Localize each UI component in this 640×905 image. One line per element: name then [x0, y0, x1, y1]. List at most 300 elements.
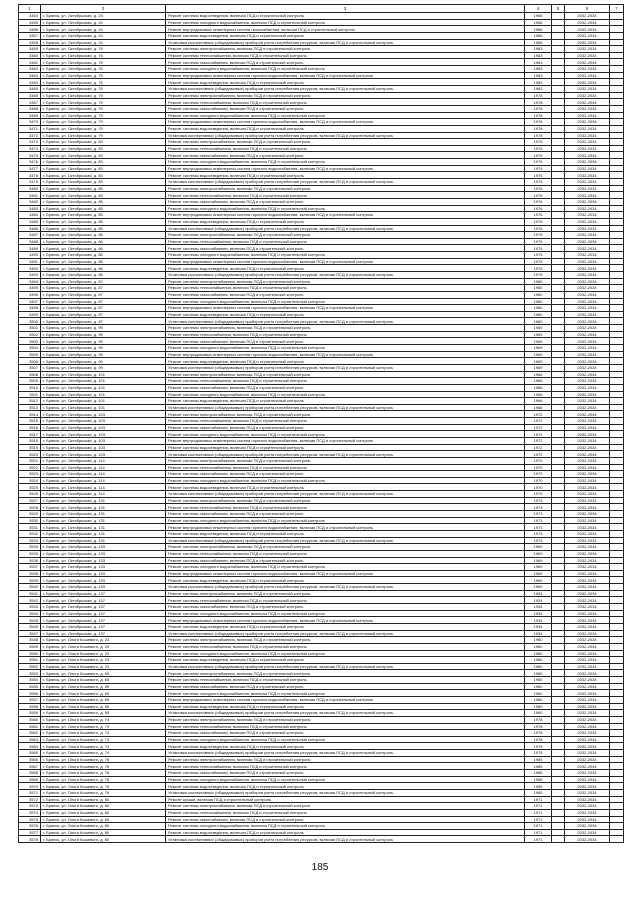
row-col5	[552, 557, 565, 564]
row-col7	[610, 218, 624, 225]
table-row	[19, 391, 624, 398]
row-work-type: Установка коллективных (общедомовых) приборов учета потребления ресурсов, включая ПСД и строительный контроль	[166, 179, 525, 186]
row-address: г. Брянск, ул. Октябрьская, д. 83	[41, 172, 166, 179]
row-col5	[552, 105, 565, 112]
row-col7	[610, 404, 624, 411]
row-number: 3467	[19, 99, 41, 106]
row-year: 1976	[525, 225, 552, 232]
row-number: 3574	[19, 809, 41, 816]
row-work-type: Ремонт системы холодного водоснабжения, включая ПСД и строительный контроль	[166, 431, 525, 438]
row-col7	[610, 803, 624, 810]
row-number: 3528	[19, 504, 41, 511]
row-col7	[610, 325, 624, 332]
row-work-type: Ремонт системы водоотведения, включая ПСД и строительный контроль	[166, 125, 525, 132]
row-col5	[552, 325, 565, 332]
row-period: 2032-2034	[565, 132, 610, 139]
row-col7	[610, 185, 624, 192]
row-col7	[610, 66, 624, 73]
row-number: 3497	[19, 298, 41, 305]
row-address: г. Брянск, ул. Ольги Кошевого, д. 65	[41, 670, 166, 677]
row-col7	[610, 172, 624, 179]
row-col5	[552, 338, 565, 345]
row-col5	[552, 13, 565, 20]
row-year: 1934	[525, 623, 552, 630]
table-row	[19, 19, 624, 26]
row-work-type: Ремонт системы газоснабжения, включая ПСД и строительный контроль	[166, 557, 525, 564]
table-row	[19, 112, 624, 119]
row-work-type: Ремонт системы водоотведения, включая ПСД и строительный контроль	[166, 657, 525, 664]
row-number: 3493	[19, 271, 41, 278]
row-number: 3510	[19, 384, 41, 391]
row-period: 2032-2034	[565, 378, 610, 385]
row-number: 3496	[19, 291, 41, 298]
row-number: 3513	[19, 404, 41, 411]
row-col5	[552, 119, 565, 126]
row-col5	[552, 205, 565, 212]
row-col7	[610, 364, 624, 371]
table-row	[19, 338, 624, 345]
table-row	[19, 238, 624, 245]
row-col7	[610, 52, 624, 59]
row-col5	[552, 803, 565, 810]
row-number: 3525	[19, 484, 41, 491]
row-col7	[610, 125, 624, 132]
table-row	[19, 537, 624, 544]
row-col7	[610, 517, 624, 524]
row-work-type: Ремонт внутридомовых инженерных систем горячего водоснабжения, включая ПСД и строительный контроль	[166, 305, 525, 312]
row-number: 3551	[19, 657, 41, 664]
row-work-type: Ремонт внутридомовых инженерных систем горячего водоснабжения, включая ПСД и строительный контроль	[166, 438, 525, 445]
row-period: 2032-2034	[565, 610, 610, 617]
row-col7	[610, 823, 624, 830]
row-col7	[610, 650, 624, 657]
row-number: 3511	[19, 391, 41, 398]
row-col7	[610, 610, 624, 617]
row-address: г. Брянск, ул. Октябрьская, д. 103	[41, 418, 166, 425]
row-work-type: Ремонт системы электроснабжения, включая ПСД и строительный контроль	[166, 411, 525, 418]
table-row	[19, 298, 624, 305]
row-col5	[552, 550, 565, 557]
row-year: 1970	[525, 464, 552, 471]
row-work-type: Ремонт внутридомовых инженерных систем горячего водоснабжения, включая ПСД и строительный контроль	[166, 570, 525, 577]
table-row	[19, 384, 624, 391]
table-row	[19, 471, 624, 478]
row-period: 2032-2034	[565, 305, 610, 312]
row-col5	[552, 690, 565, 697]
row-col5	[552, 723, 565, 730]
row-col5	[552, 265, 565, 272]
row-col7	[610, 723, 624, 730]
row-period: 2032-2034	[565, 477, 610, 484]
row-col7	[610, 550, 624, 557]
table-row	[19, 796, 624, 803]
row-year: 1976	[525, 198, 552, 205]
row-col5	[552, 364, 565, 371]
row-address: г. Брянск, ул. Ольги Кошевого, д. 74	[41, 743, 166, 750]
row-address: г. Брянск, ул. Октябрьская, д. 137	[41, 623, 166, 630]
row-address: г. Брянск, ул. Ольги Кошевого, д. 74	[41, 750, 166, 757]
row-number: 3514	[19, 411, 41, 418]
row-period: 2032-2034	[565, 570, 610, 577]
row-col7	[610, 604, 624, 611]
row-work-type: Ремонт системы холодного водоснабжения, включая ПСД и строительный контроль	[166, 736, 525, 743]
row-col7	[610, 484, 624, 491]
row-period: 2032-2034	[565, 86, 610, 93]
row-col5	[552, 132, 565, 139]
row-col7	[610, 398, 624, 405]
row-year: 1980	[525, 690, 552, 697]
row-address: г. Брянск, ул. Ольги Кошевого, д. 76	[41, 770, 166, 777]
table-row	[19, 404, 624, 411]
row-period: 2032-2034	[565, 783, 610, 790]
row-year: 1971	[525, 823, 552, 830]
row-col7	[610, 418, 624, 425]
row-number: 3555	[19, 683, 41, 690]
row-year: 1976	[525, 205, 552, 212]
row-col5	[552, 710, 565, 717]
row-col7	[610, 544, 624, 551]
row-work-type: Ремонт системы теплоснабжения, включая ПСД и строительный контроль	[166, 52, 525, 59]
table-row	[19, 205, 624, 212]
row-address: г. Брянск, ул. Ольги Кошевого, д. 65	[41, 696, 166, 703]
row-col5	[552, 829, 565, 836]
row-col5	[552, 371, 565, 378]
table-row	[19, 285, 624, 292]
row-col5	[552, 404, 565, 411]
row-number: 3561	[19, 723, 41, 730]
row-period: 2032-2034	[565, 298, 610, 305]
table-row	[19, 159, 624, 166]
row-year: 1978	[525, 99, 552, 106]
row-work-type: Ремонт системы водоотведения, включая ПСД и строительный контроль	[166, 358, 525, 365]
row-year: 1978	[525, 112, 552, 119]
row-period: 2032-2034	[565, 218, 610, 225]
row-number: 3530	[19, 517, 41, 524]
row-number: 3523	[19, 471, 41, 478]
row-col5	[552, 457, 565, 464]
row-col5	[552, 750, 565, 757]
row-period: 2032-2034	[565, 756, 610, 763]
row-col5	[552, 378, 565, 385]
row-work-type: Ремонт системы водоотведения, включая ПСД и строительный контроль	[166, 398, 525, 405]
row-period: 2032-2034	[565, 623, 610, 630]
row-number: 3518	[19, 438, 41, 445]
row-year: 1973	[525, 511, 552, 518]
col-header-5: 5	[552, 5, 565, 13]
row-period: 2032-2034	[565, 524, 610, 531]
row-work-type: Ремонт системы холодного водоснабжения, включая ПСД и строительный контроль	[166, 391, 525, 398]
row-number: 3573	[19, 803, 41, 810]
row-work-type: Ремонт системы электроснабжения, включая ПСД и строительный контроль	[166, 756, 525, 763]
row-col5	[552, 743, 565, 750]
row-period: 2032-2034	[565, 803, 610, 810]
row-address: г. Брянск, ул. Октябрьская, д. 76	[41, 59, 166, 66]
row-address: г. Брянск, ул. Октябрьская, д. 114	[41, 471, 166, 478]
row-col7	[610, 59, 624, 66]
table-row	[19, 444, 624, 451]
row-year: 1969	[525, 544, 552, 551]
row-year: 1978	[525, 119, 552, 126]
row-col5	[552, 770, 565, 777]
row-col7	[610, 72, 624, 79]
row-period: 2032-2034	[565, 823, 610, 830]
row-number: 3576	[19, 823, 41, 830]
row-col5	[552, 291, 565, 298]
row-period: 2032-2034	[565, 172, 610, 179]
row-col7	[610, 530, 624, 537]
row-col5	[552, 26, 565, 33]
table-row	[19, 271, 624, 278]
row-work-type: Установка коллективных (общедомовых) приборов учета потребления ресурсов, включая ПСД и строительный контроль	[166, 584, 525, 591]
row-year: 1966	[525, 32, 552, 39]
row-period: 2032-2034	[565, 245, 610, 252]
row-col7	[610, 345, 624, 352]
row-number: 3578	[19, 836, 41, 843]
row-col7	[610, 99, 624, 106]
row-period: 2032-2034	[565, 331, 610, 338]
row-address: г. Брянск, ул. Октябрьская, д. 85	[41, 218, 166, 225]
row-col7	[610, 205, 624, 212]
row-address: г. Брянск, ул. Октябрьская, д. 114	[41, 484, 166, 491]
row-period: 2032-2034	[565, 278, 610, 285]
table-row	[19, 564, 624, 571]
row-year: 1983	[525, 52, 552, 59]
row-address: г. Брянск, ул. Ольги Кошевого, д. 65	[41, 710, 166, 717]
row-work-type: Ремонт системы теплоснабжения, включая ПСД и строительный контроль	[166, 464, 525, 471]
table-row	[19, 318, 624, 325]
row-period: 2032-2034	[565, 384, 610, 391]
table-row	[19, 511, 624, 518]
row-year: 1976	[525, 185, 552, 192]
row-col5	[552, 212, 565, 219]
row-period: 2032-2034	[565, 179, 610, 186]
row-col5	[552, 179, 565, 186]
row-address: г. Брянск, ул. Октябрьская, д. 79	[41, 125, 166, 132]
row-year: 1966	[525, 398, 552, 405]
table-row	[19, 736, 624, 743]
row-col7	[610, 796, 624, 803]
row-period: 2032-2034	[565, 238, 610, 245]
row-col7	[610, 311, 624, 318]
row-address: г. Брянск, ул. Октябрьская, д. 103	[41, 431, 166, 438]
row-period: 2032-2034	[565, 59, 610, 66]
row-address: г. Брянск, ул. Октябрьская, д. 99	[41, 345, 166, 352]
row-work-type: Ремонт системы теплоснабжения, включая ПСД и строительный контроль	[166, 285, 525, 292]
row-year: 1975	[525, 159, 552, 166]
row-work-type: Ремонт системы электроснабжения, включая ПСД и строительный контроль	[166, 590, 525, 597]
row-number: 3556	[19, 690, 41, 697]
row-col7	[610, 232, 624, 239]
row-year: 1985	[525, 783, 552, 790]
row-year: 1980	[525, 298, 552, 305]
row-col7	[610, 119, 624, 126]
row-col7	[610, 252, 624, 259]
row-address: г. Брянск, ул. Октябрьская, д. 99	[41, 351, 166, 358]
row-work-type: Ремонт системы газоснабжения, включая ПСД и строительный контроль	[166, 198, 525, 205]
row-col7	[610, 291, 624, 298]
row-address: г. Брянск, ул. Октябрьская, д. 85	[41, 212, 166, 219]
row-work-type: Ремонт системы электроснабжения, включая ПСД и строительный контроль	[166, 46, 525, 53]
row-work-type: Ремонт системы электроснабжения, включая ПСД и строительный контроль	[166, 497, 525, 504]
table-row	[19, 517, 624, 524]
row-year: 1975	[525, 238, 552, 245]
row-number: 3558	[19, 703, 41, 710]
row-period: 2032-2034	[565, 364, 610, 371]
row-year: 1980	[525, 285, 552, 292]
col-header-2: 2	[41, 5, 166, 13]
row-address: г. Брянск, ул. Октябрьская, д. 114	[41, 477, 166, 484]
row-address: г. Брянск, ул. Ольги Кошевого, д. 65	[41, 677, 166, 684]
row-work-type: Ремонт внутридомовых инженерных систем горячего водоснабжения, включая ПСД и строительный контроль	[166, 696, 525, 703]
row-number: 3537	[19, 564, 41, 571]
row-col7	[610, 763, 624, 770]
row-col7	[610, 411, 624, 418]
row-number: 3521	[19, 457, 41, 464]
row-period: 2032-2034	[565, 125, 610, 132]
row-period: 2032-2034	[565, 32, 610, 39]
row-number: 3512	[19, 398, 41, 405]
table-row	[19, 789, 624, 796]
row-work-type: Установка коллективных (общедомовых) приборов учета потребления ресурсов, включая ПСД и строительный контроль	[166, 491, 525, 498]
row-period: 2032-2034	[565, 464, 610, 471]
row-year: 1980	[525, 663, 552, 670]
row-address: г. Брянск, ул. Октябрьская, д. 87	[41, 291, 166, 298]
row-period: 2032-2034	[565, 657, 610, 664]
row-work-type: Ремонт внутридомовых инженерных систем горячего водоснабжения, включая ПСД и строительный контроль	[166, 72, 525, 79]
row-address: г. Брянск, ул. Октябрьская, д. 133	[41, 557, 166, 564]
row-number: 3531	[19, 524, 41, 531]
row-number: 3494	[19, 278, 41, 285]
row-col5	[552, 238, 565, 245]
table-row	[19, 59, 624, 66]
row-period: 2032-2034	[565, 285, 610, 292]
row-period: 2032-2034	[565, 185, 610, 192]
row-work-type: Ремонт системы электроснабжения, включая ПСД и строительный контроль	[166, 92, 525, 99]
row-address: г. Брянск, ул. Октябрьская, д. 114	[41, 491, 166, 498]
row-work-type: Установка коллективных (общедомовых) приборов учета потребления ресурсов, включая ПСД и строительный контроль	[166, 537, 525, 544]
table-row	[19, 696, 624, 703]
row-work-type: Ремонт системы теплоснабжения, включая ПСД и строительный контроль	[166, 238, 525, 245]
row-period: 2032-2034	[565, 291, 610, 298]
row-number: 3495	[19, 285, 41, 292]
row-col7	[610, 145, 624, 152]
row-year: 1980	[525, 305, 552, 312]
row-period: 2032-2034	[565, 198, 610, 205]
table-row	[19, 770, 624, 777]
row-period: 2032-2034	[565, 52, 610, 59]
row-col7	[610, 238, 624, 245]
table-row	[19, 590, 624, 597]
row-number: 3566	[19, 756, 41, 763]
row-col7	[610, 557, 624, 564]
row-work-type: Ремонт системы теплоснабжения, включая ПСД и строительный контроль	[166, 723, 525, 730]
row-period: 2032-2034	[565, 79, 610, 86]
row-col5	[552, 172, 565, 179]
row-work-type: Ремонт системы электроснабжения, включая ПСД и строительный контроль	[166, 232, 525, 239]
row-col5	[552, 59, 565, 66]
row-year: 1972	[525, 424, 552, 431]
row-work-type: Установка коллективных (общедомовых) приборов учета потребления ресурсов, включая ПСД и строительный контроль	[166, 750, 525, 757]
row-address: г. Брянск, ул. Октябрьская, д. 101	[41, 378, 166, 385]
row-year: 1934	[525, 630, 552, 637]
row-work-type: Ремонт системы газоснабжения, включая ПСД и строительный контроль	[166, 471, 525, 478]
row-col5	[552, 524, 565, 531]
row-address: г. Брянск, ул. Октябрьская, д. 103	[41, 451, 166, 458]
row-col7	[610, 26, 624, 33]
row-work-type: Ремонт внутридомовых инженерных систем горячего водоснабжения, включая ПСД и строительный контроль	[166, 258, 525, 265]
row-work-type: Ремонт системы водоотведения, включая ПСД и строительный контроль	[166, 79, 525, 86]
row-address: г. Брянск, ул. Октябрьская, д. 103	[41, 411, 166, 418]
row-number: 3472	[19, 132, 41, 139]
row-address: г. Брянск, ул. Октябрьская, д. 131	[41, 524, 166, 531]
table-row	[19, 371, 624, 378]
table-row	[19, 550, 624, 557]
row-period: 2032-2034	[565, 511, 610, 518]
row-col7	[610, 743, 624, 750]
table-row	[19, 829, 624, 836]
row-period: 2032-2034	[565, 338, 610, 345]
table-row	[19, 530, 624, 537]
row-number: 3508	[19, 371, 41, 378]
row-address: г. Брянск, ул. Ольги Кошевого, д. 80	[41, 836, 166, 843]
row-work-type: Ремонт системы холодного водоснабжения, включая ПСД и строительный контроль	[166, 19, 525, 26]
row-col5	[552, 544, 565, 551]
table-row	[19, 424, 624, 431]
row-period: 2032-2034	[565, 411, 610, 418]
row-address: г. Брянск, ул. Октябрьская, д. 133	[41, 584, 166, 591]
row-work-type: Ремонт системы теплоснабжения, включая ПСД и строительный контроль	[166, 99, 525, 106]
row-number: 3468	[19, 105, 41, 112]
row-number: 3535	[19, 550, 41, 557]
row-col7	[610, 265, 624, 272]
row-col5	[552, 736, 565, 743]
row-year: 1976	[525, 218, 552, 225]
row-work-type: Ремонт системы водоотведения, включая ПСД и строительный контроль	[166, 444, 525, 451]
row-period: 2032-2034	[565, 584, 610, 591]
table-row	[19, 13, 624, 20]
row-col7	[610, 637, 624, 644]
row-year: 1973	[525, 497, 552, 504]
table-row	[19, 756, 624, 763]
row-col7	[610, 511, 624, 518]
row-period: 2032-2034	[565, 517, 610, 524]
row-address: г. Брянск, ул. Октябрьская, д. 133	[41, 544, 166, 551]
table-row	[19, 750, 624, 757]
row-address: г. Брянск, ул. Октябрьская, д. 131	[41, 504, 166, 511]
row-col5	[552, 311, 565, 318]
row-period: 2032-2034	[565, 544, 610, 551]
table-row	[19, 623, 624, 630]
row-col7	[610, 378, 624, 385]
row-col7	[610, 298, 624, 305]
row-year: 1969	[525, 325, 552, 332]
row-year: 1934	[525, 610, 552, 617]
row-year: 1980	[525, 683, 552, 690]
row-year: 1975	[525, 271, 552, 278]
row-work-type: Ремонт системы газоснабжения, включая ПСД и строительный контроль	[166, 338, 525, 345]
row-col7	[610, 730, 624, 737]
row-address: г. Брянск, ул. Октябрьская, д. 83	[41, 152, 166, 159]
table-row	[19, 630, 624, 637]
row-address: г. Брянск, ул. Октябрьская, д. 85	[41, 205, 166, 212]
row-col5	[552, 444, 565, 451]
row-period: 2032-2034	[565, 418, 610, 425]
row-col7	[610, 750, 624, 757]
row-work-type: Ремонт системы теплоснабжения, включая ПСД и строительный контроль	[166, 809, 525, 816]
row-col7	[610, 13, 624, 20]
row-number: 3483	[19, 205, 41, 212]
table-row	[19, 650, 624, 657]
